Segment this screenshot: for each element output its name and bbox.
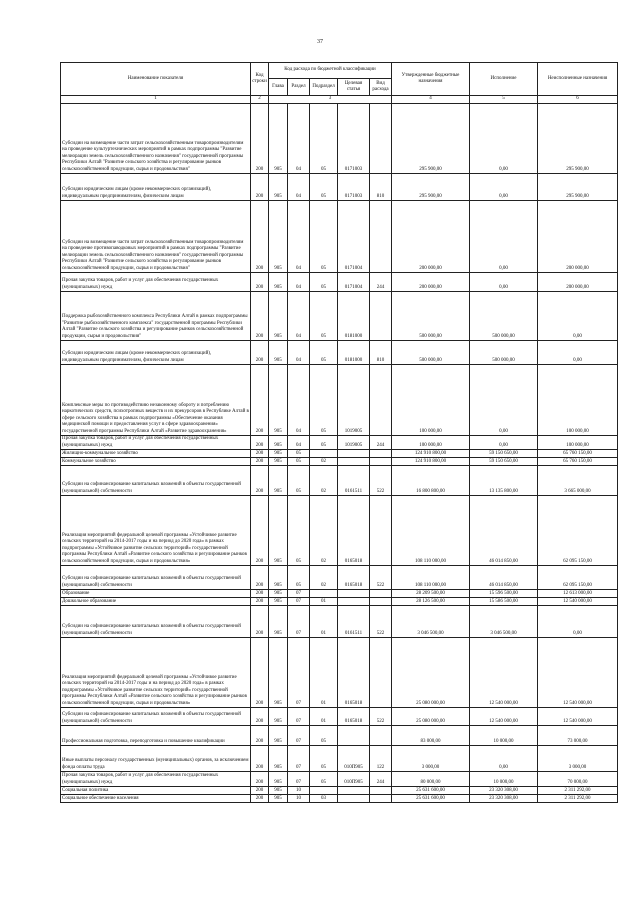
row-unexecuted: 70 000,00: [538, 772, 618, 787]
row-celevaya: 0181000: [338, 292, 370, 341]
row-approved: 108 110 000,00: [392, 496, 470, 566]
row-unexecuted: 12 613 000,00: [538, 590, 618, 598]
row-unexecuted: 12 540 000,00: [538, 598, 618, 606]
row-executed: 23 320 308,00: [470, 787, 538, 795]
row-glava: 905: [269, 365, 288, 436]
row-podrazdel: 05: [310, 174, 338, 201]
row-glava: 905: [269, 436, 288, 450]
row-name: Субсидии на софинансирование капитальных вложений в объекты государственной (муниципальной) собственности: [61, 566, 251, 590]
row-vid: 522: [370, 566, 392, 590]
table-row: [61, 436, 618, 450]
row-glava: 905: [269, 450, 288, 458]
row-executed: 59 150 650,00: [470, 458, 538, 466]
row-name: Социальная политика: [61, 787, 251, 795]
row-approved: 28 126 500,00: [392, 598, 470, 606]
row-code: 200: [251, 466, 269, 496]
row-podrazdel: 05: [310, 292, 338, 341]
header-budget-code: Код расхода по бюджетной классификации: [269, 63, 392, 79]
row-celevaya: 1019005: [338, 436, 370, 450]
row-razdel: 04: [288, 273, 310, 292]
row-approved: 25 631 600,00: [392, 795, 470, 803]
col-number: 3: [269, 96, 392, 104]
row-unexecuted: 2 311 292,00: [538, 787, 618, 795]
row-vid: [370, 201, 392, 273]
row-celevaya: 0165018: [338, 496, 370, 566]
row-name: Прочая закупка товаров, работ и услуг для обеспечения государственных (муниципальных) нужд: [61, 772, 251, 787]
row-celevaya: [338, 590, 370, 598]
row-approved: 124 910 800,00: [392, 450, 470, 458]
row-code: 200: [251, 341, 269, 365]
row-name: Иные выплаты персоналу государственных (муниципальных) органов, за исключением фонда оплаты труда: [61, 746, 251, 772]
header-vid: Вид расхода: [370, 79, 392, 96]
row-podrazdel: 01: [310, 708, 338, 726]
row-name: Субсидии на софинансирование капитальных вложений в объекты государственной (муниципальной) собственности: [61, 466, 251, 496]
row-code: 200: [251, 708, 269, 726]
page-number: 37: [317, 39, 323, 45]
row-executed: 46 014 850,00: [470, 566, 538, 590]
row-executed: 0,00: [470, 201, 538, 273]
row-vid: [370, 795, 392, 803]
table-row: [61, 273, 618, 292]
row-glava: 905: [269, 708, 288, 726]
row-code: 200: [251, 746, 269, 772]
table-row: [61, 606, 618, 638]
row-unexecuted: 12 540 000,00: [538, 638, 618, 708]
row-code: 200: [251, 436, 269, 450]
row-code: 200: [251, 458, 269, 466]
col-number: 1: [61, 96, 251, 104]
row-name: Образование: [61, 590, 251, 598]
row-glava: 905: [269, 174, 288, 201]
table-row: [61, 496, 618, 566]
table-row: [61, 201, 618, 273]
row-approved: 500 000,00: [392, 292, 470, 341]
table-row: [61, 450, 618, 458]
row-unexecuted: 200 000,00: [538, 201, 618, 273]
row-celevaya: [338, 795, 370, 803]
row-celevaya: [338, 450, 370, 458]
budget-execution-table: [60, 62, 618, 803]
row-glava: 905: [269, 795, 288, 803]
row-podrazdel: 02: [310, 466, 338, 496]
row-razdel: 05: [288, 566, 310, 590]
col-number: 2: [251, 96, 269, 104]
row-celevaya: 010П905: [338, 772, 370, 787]
table-row: [61, 746, 618, 772]
row-name: Субсидии на софинансирование капитальных вложений в объекты государственной (муниципальной) собственности: [61, 606, 251, 638]
row-glava: 905: [269, 772, 288, 787]
row-razdel: 10: [288, 795, 310, 803]
row-celevaya: [338, 598, 370, 606]
row-razdel: 04: [288, 174, 310, 201]
col-number: 6: [538, 96, 618, 104]
row-executed: 46 014 850,00: [470, 496, 538, 566]
row-code: 200: [251, 450, 269, 458]
row-celevaya: 0171003: [338, 174, 370, 201]
row-podrazdel: 02: [310, 458, 338, 466]
row-executed: 0,00: [470, 273, 538, 292]
row-name: Дошкольное образование: [61, 598, 251, 606]
row-vid: 122: [370, 746, 392, 772]
row-code: 200: [251, 174, 269, 201]
row-razdel: 05: [288, 450, 310, 458]
header-celevaya: Целевая статья: [338, 79, 370, 96]
row-name: Коммунальное хозяйство: [61, 458, 251, 466]
row-vid: 244: [370, 772, 392, 787]
row-approved: 25 631 600,00: [392, 787, 470, 795]
row-celevaya: [338, 787, 370, 795]
row-razdel: 04: [288, 436, 310, 450]
row-unexecuted: 100 000,00: [538, 365, 618, 436]
row-celevaya: 0165018: [338, 566, 370, 590]
row-vid: [370, 292, 392, 341]
table-row: [61, 598, 618, 606]
row-glava: 905: [269, 726, 288, 746]
row-name: Субсидии на возмещение части затрат сельскохозяйственным товаропроизводителям на проведение культуртехнических мероприятий в рамках подпрограммы "Развитие мелиорации земель сельскохозяйственного назначения" государственной программы Республики Алтай "Развитие сельского хозяйства и регулирование рынков сельскохозяйственной продукции, сырья и продовольствия": [61, 104, 251, 174]
row-executed: 0,00: [470, 746, 538, 772]
row-celevaya: [338, 726, 370, 746]
row-approved: 108 110 000,00: [392, 566, 470, 590]
row-razdel: 07: [288, 726, 310, 746]
table-row: [61, 638, 618, 708]
row-podrazdel: [310, 450, 338, 458]
row-podrazdel: 01: [310, 598, 338, 606]
row-code: 200: [251, 292, 269, 341]
row-executed: 10 000,00: [470, 726, 538, 746]
row-podrazdel: 05: [310, 273, 338, 292]
row-razdel: 04: [288, 201, 310, 273]
row-razdel: 04: [288, 292, 310, 341]
row-executed: 0,00: [470, 436, 538, 450]
row-razdel: 05: [288, 496, 310, 566]
row-code: 200: [251, 795, 269, 803]
row-vid: 522: [370, 466, 392, 496]
table-row: [61, 708, 618, 726]
row-executed: 0,00: [470, 174, 538, 201]
row-vid: 810: [370, 174, 392, 201]
row-glava: 905: [269, 273, 288, 292]
row-vid: [370, 450, 392, 458]
row-vid: 522: [370, 708, 392, 726]
row-podrazdel: 02: [310, 496, 338, 566]
row-glava: 905: [269, 590, 288, 598]
table-row: [61, 726, 618, 746]
row-unexecuted: 100 000,00: [538, 436, 618, 450]
table-row: [61, 365, 618, 436]
row-unexecuted: 0,00: [538, 606, 618, 638]
row-unexecuted: 12 540 000,00: [538, 708, 618, 726]
row-podrazdel: 01: [310, 606, 338, 638]
table-row: [61, 466, 618, 496]
row-executed: 59 150 650,00: [470, 450, 538, 458]
row-approved: 16 800 800,00: [392, 466, 470, 496]
row-celevaya: 0161511: [338, 466, 370, 496]
table-row: [61, 104, 618, 174]
row-unexecuted: 73 000,00: [538, 726, 618, 746]
row-vid: [370, 726, 392, 746]
row-vid: [370, 598, 392, 606]
row-glava: 905: [269, 598, 288, 606]
table-row: [61, 590, 618, 598]
row-approved: 28 209 500,00: [392, 590, 470, 598]
row-podrazdel: 02: [310, 566, 338, 590]
row-executed: 3 046 500,00: [470, 606, 538, 638]
table-row: [61, 341, 618, 365]
row-vid: [370, 365, 392, 436]
row-glava: 905: [269, 341, 288, 365]
row-celevaya: [338, 458, 370, 466]
row-celevaya: 0171003: [338, 104, 370, 174]
row-name: Жилищно-коммунальное хозяйство: [61, 450, 251, 458]
row-celevaya: 0171004: [338, 273, 370, 292]
row-name: Прочая закупка товаров, работ и услуг для обеспечения государственных (муниципальных) нужд: [61, 436, 251, 450]
row-razdel: 04: [288, 104, 310, 174]
row-vid: 810: [370, 341, 392, 365]
row-vid: 244: [370, 273, 392, 292]
row-approved: 25 080 000,00: [392, 638, 470, 708]
row-celevaya: 1019005: [338, 365, 370, 436]
row-unexecuted: 295 900,00: [538, 104, 618, 174]
col-number: 5: [470, 96, 538, 104]
row-name: Комплексные меры по противодействию незаконному обороту и потреблению наркотических средств, психотропных веществ и их прекурсоров в Республике Алтай в сфере сельского хозяйства в рамках подпрограммы «Обеспечение оказания медицинской помощи и предоставления услуг в сфере здравоохранения» государственной программы Республики Алтай «Развитие здравоохранения»: [61, 365, 251, 436]
row-executed: 23 320 308,00: [470, 795, 538, 803]
row-name: Профессиональная подготовка, переподготовка и повышение квалификации: [61, 726, 251, 746]
row-approved: 124 910 800,00: [392, 458, 470, 466]
header-approved: Утвержденные бюджетные назначения: [392, 63, 470, 96]
table-row: [61, 458, 618, 466]
row-approved: 295 900,00: [392, 174, 470, 201]
row-glava: 905: [269, 104, 288, 174]
row-executed: 0,00: [470, 365, 538, 436]
row-celevaya: 0161511: [338, 606, 370, 638]
row-glava: 905: [269, 458, 288, 466]
row-name: Реализация мероприятий федеральной целевой программы «Устойчивое развитие сельских территорий на 2014-2017 годы и на период до 2020 года» в рамках подпрограммы «Устойчивое развитие сельских территорий» государственной программы Республики Алтай «Развитие сельского хозяйства и регулирование рынков сельскохозяйственной продукции, сырья и продовольствия»: [61, 496, 251, 566]
row-name: Субсидии на возмещение части затрат сельскохозяйственным товаропроизводителям на проведение противопаводковых мероприятий в рамках подпрограммы "Развитие мелиорации земель сельскохозяйственного назначения" государственной программы Республики Алтай "Развитие сельского хозяйства и регулирование рынков сельскохозяйственной продукции, сырья и продовольствия": [61, 201, 251, 273]
row-razdel: 07: [288, 598, 310, 606]
row-code: 200: [251, 606, 269, 638]
row-razdel: 05: [288, 458, 310, 466]
row-executed: 12 540 000,00: [470, 708, 538, 726]
row-unexecuted: 3 000,00: [538, 746, 618, 772]
table-row: [61, 566, 618, 590]
row-glava: 905: [269, 496, 288, 566]
row-name: Поддержка рыбохозяйственного комплекса Республики Алтай в рамках подпрограммы "Развитие рыбохозяйственного комплекса" государственной программы Республики Алтай "Развитие сельского хозяйства и регулирование рынков сельскохозяйственной продукции, сырья и продовольствия": [61, 292, 251, 341]
row-approved: 500 000,00: [392, 341, 470, 365]
header-executed: Исполнение: [470, 63, 538, 96]
row-vid: [370, 787, 392, 795]
row-razdel: 04: [288, 365, 310, 436]
row-glava: 905: [269, 466, 288, 496]
table-row: [61, 787, 618, 795]
row-celevaya: 0165018: [338, 638, 370, 708]
row-razdel: 07: [288, 708, 310, 726]
row-executed: 13 135 800,00: [470, 466, 538, 496]
header-code: Код строки: [251, 63, 269, 96]
row-name: Прочая закупка товаров, работ и услуг для обеспечения государственных (муниципальных) нужд: [61, 273, 251, 292]
row-vid: 522: [370, 606, 392, 638]
header-name: Наименование показателя: [61, 63, 251, 96]
row-glava: 905: [269, 606, 288, 638]
row-celevaya: 010П905: [338, 746, 370, 772]
row-approved: 3 000,00: [392, 746, 470, 772]
row-razdel: 07: [288, 746, 310, 772]
row-razdel: 07: [288, 590, 310, 598]
row-name: Социальное обеспечение населения: [61, 795, 251, 803]
row-unexecuted: 200 000,00: [538, 273, 618, 292]
row-vid: [370, 458, 392, 466]
row-approved: 25 080 000,00: [392, 708, 470, 726]
row-name: Субсидии юридическим лицам (кроме некоммерческих организаций), индивидуальным предпринимателям, физическим лицам: [61, 174, 251, 201]
row-podrazdel: 05: [310, 201, 338, 273]
row-razdel: 04: [288, 341, 310, 365]
row-executed: 10 000,00: [470, 772, 538, 787]
row-celevaya: 0171004: [338, 201, 370, 273]
row-code: 200: [251, 365, 269, 436]
row-razdel: 10: [288, 787, 310, 795]
row-code: 200: [251, 104, 269, 174]
row-podrazdel: 05: [310, 726, 338, 746]
row-code: 200: [251, 590, 269, 598]
table-body: [61, 104, 618, 803]
row-vid: [370, 496, 392, 566]
row-podrazdel: 05: [310, 436, 338, 450]
row-razdel: 07: [288, 638, 310, 708]
row-podrazdel: [310, 787, 338, 795]
row-unexecuted: 295 900,00: [538, 174, 618, 201]
row-glava: 905: [269, 638, 288, 708]
row-approved: 83 000,00: [392, 726, 470, 746]
row-executed: 0,00: [470, 104, 538, 174]
row-code: 200: [251, 201, 269, 273]
row-code: 200: [251, 726, 269, 746]
row-glava: 905: [269, 292, 288, 341]
row-approved: 295 900,00: [392, 104, 470, 174]
row-podrazdel: 05: [310, 341, 338, 365]
row-executed: 500 000,00: [470, 341, 538, 365]
row-unexecuted: 65 760 150,00: [538, 450, 618, 458]
row-code: 200: [251, 638, 269, 708]
row-podrazdel: [310, 590, 338, 598]
row-podrazdel: 01: [310, 638, 338, 708]
row-approved: 200 000,00: [392, 273, 470, 292]
row-celevaya: 0165018: [338, 708, 370, 726]
row-code: 200: [251, 772, 269, 787]
table-row: [61, 292, 618, 341]
row-code: 200: [251, 496, 269, 566]
row-code: 200: [251, 566, 269, 590]
row-podrazdel: 05: [310, 365, 338, 436]
row-unexecuted: 0,00: [538, 292, 618, 341]
row-unexecuted: 62 095 150,00: [538, 496, 618, 566]
table-row: [61, 174, 618, 201]
row-approved: 3 046 500,00: [392, 606, 470, 638]
row-glava: 905: [269, 787, 288, 795]
row-executed: 15 586 500,00: [470, 598, 538, 606]
row-glava: 905: [269, 746, 288, 772]
row-vid: 244: [370, 436, 392, 450]
row-approved: 200 000,00: [392, 201, 470, 273]
row-vid: [370, 638, 392, 708]
row-vid: [370, 104, 392, 174]
row-razdel: 07: [288, 606, 310, 638]
row-approved: 100 000,00: [392, 436, 470, 450]
table-row: [61, 795, 618, 803]
row-razdel: 05: [288, 466, 310, 496]
row-unexecuted: 62 095 150,00: [538, 566, 618, 590]
row-approved: 100 000,00: [392, 365, 470, 436]
row-name: Реализация мероприятий федеральной целевой программы «Устойчивое развитие сельских территорий на 2014-2017 годы и на период до 2020 года» в рамках подпрограммы «Устойчивое развитие сельских территорий» государственной программы Республики Алтай «Развитие сельского хозяйства и регулирование рынков сельскохозяйственной продукции, сырья и продовольствия»: [61, 638, 251, 708]
table-row: [61, 772, 618, 787]
header-podrazdel: Подраздел: [310, 79, 338, 96]
header-glava: Глава: [269, 79, 288, 96]
row-code: 200: [251, 787, 269, 795]
header-razdel: Раздел: [288, 79, 310, 96]
row-glava: 905: [269, 566, 288, 590]
row-unexecuted: 0,00: [538, 341, 618, 365]
row-code: 200: [251, 598, 269, 606]
row-podrazdel: 05: [310, 104, 338, 174]
row-executed: 12 540 000,00: [470, 638, 538, 708]
row-podrazdel: 03: [310, 795, 338, 803]
row-unexecuted: 3 665 000,00: [538, 466, 618, 496]
col-number: 4: [392, 96, 470, 104]
row-name: Субсидии юридическим лицам (кроме некоммерческих организаций), индивидуальным предпринимателям, физическим лицам: [61, 341, 251, 365]
row-celevaya: 0181000: [338, 341, 370, 365]
row-podrazdel: 05: [310, 772, 338, 787]
row-executed: 15 596 500,00: [470, 590, 538, 598]
row-name: Субсидии на софинансирование капитальных вложений в объекты государственной (муниципальной) собственности: [61, 708, 251, 726]
row-glava: 905: [269, 201, 288, 273]
header-unexecuted: Неисполненные назначения: [538, 63, 618, 96]
row-vid: [370, 590, 392, 598]
row-unexecuted: 2 311 292,00: [538, 795, 618, 803]
row-executed: 500 000,00: [470, 292, 538, 341]
row-podrazdel: 05: [310, 746, 338, 772]
row-approved: 80 000,00: [392, 772, 470, 787]
row-unexecuted: 65 760 150,00: [538, 458, 618, 466]
row-code: 200: [251, 273, 269, 292]
row-razdel: 07: [288, 772, 310, 787]
